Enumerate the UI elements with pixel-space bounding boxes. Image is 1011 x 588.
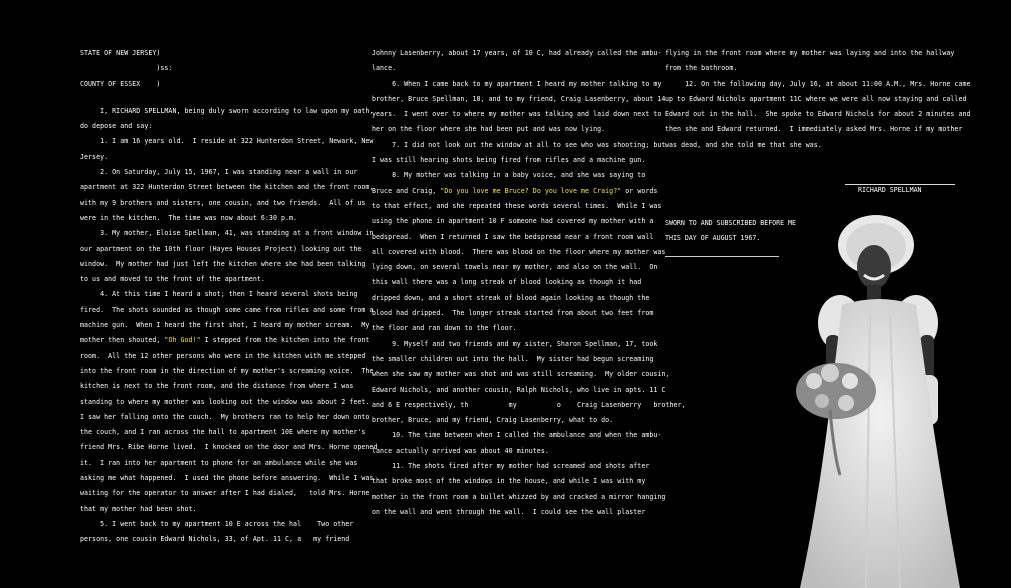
text-line: all covered with blood. There was blood on the floor where my mother was <box>372 247 666 256</box>
woman-in-white-dress-photo <box>770 205 970 588</box>
text-line: STATE OF NEW JERSEY) <box>80 49 161 57</box>
text-line: asking me what happened. I used the phone before answering. While I was <box>80 474 374 483</box>
text-line: 5. I went back to my apartment 10 E across the hal Two other <box>80 519 354 528</box>
text-line: lance actually arrived was about 40 minutes. <box>372 446 549 455</box>
text-line: 1. I am 16 years old. I reside at 322 Hunterdon Street, Newark, New <box>80 137 374 146</box>
text-line: window. My mother had just left the kitchen where she had been talking <box>80 259 366 268</box>
text-line: years. I went over to where my mother was talking and laid down next to <box>372 110 662 119</box>
text-line: mother then shouted, "Oh God!" I stepped from the kitchen into the front <box>80 336 370 345</box>
text-line: machine gun. When I heard the first shot, I heard my mother scream. My <box>80 321 370 330</box>
text-line: kitchen is next to the front room, and the distance from where I was <box>80 382 354 391</box>
text-line: was dead, and she told me that she was. <box>665 140 822 149</box>
text-line: 8. My mother was talking in a baby voice, and she was saying to <box>372 171 646 180</box>
text-line: and 6 E respectively, th my o Craig Lasenberry brother, <box>372 400 686 409</box>
text-line: that my mother had been shot. <box>80 504 197 513</box>
text-line: were in the kitchen. The time was now about 6:30 p.m. <box>80 213 298 222</box>
text-line: 9. Myself and two friends and my sister, Sharon Spellman, 17, took <box>372 339 658 348</box>
text-line: Bruce and Craig, "Do you love me Bruce? Do you love me Craig?" or words <box>372 186 658 195</box>
text-line: into the front room in the direction of my mother's screaming voice. The <box>80 366 374 375</box>
text-line: this wall there was a long streak of blood looking as though it had <box>372 278 642 287</box>
text-line: apartment at 322 Hunterdon Street between the kitchen and the front room, <box>80 183 374 192</box>
text-line: flying in the front room where my mother was laying and into the hallway <box>665 49 955 57</box>
affidavit-column-1 <box>80 46 378 588</box>
affidavit-column-2 <box>372 46 686 588</box>
text-line: then she and Edward returned. I immediately asked Mrs. Horne if my mother <box>665 125 963 134</box>
text-line: mother in the front room a bullet whizzed by and cracked a mirror hanging <box>372 492 666 501</box>
notary-signature-line <box>665 256 779 257</box>
text-line: COUNTY OF ESSEX ) <box>80 79 161 88</box>
text-line: to that effect, and she repeated these words several times. While I was <box>372 201 662 210</box>
text-line: waiting for the operator to answer after I had dialed, told Mrs. Horne <box>80 489 370 498</box>
text-line: bedspread. When I returned I saw the bedspread near a front room wall <box>372 232 654 241</box>
text-line: lance. <box>372 64 397 73</box>
text-line: with my 9 brothers and sisters, one cousin, and two friends. All of us <box>80 198 366 207</box>
text-line: on the wall and went through the wall. I could see the wall plaster <box>372 507 646 516</box>
notary-line-2: THIS DAY OF AUGUST 1967. <box>665 234 761 243</box>
text-line: I saw her falling onto the couch. My brothers ran to help her down onto <box>80 412 370 421</box>
text-line: blood had dripped. The longer streak started from about two feet from <box>372 309 654 318</box>
text-line: 6. When I came back to my apartment I heard my mother talking to my <box>372 79 662 88</box>
text-line: Johnny Lasenberry, about 17 years, of 10 C, had already called the ambu- <box>372 49 662 57</box>
text-line: Jersey. <box>80 152 109 161</box>
signature-name: RICHARD SPELLMAN <box>858 186 922 194</box>
text-line: it. I ran into her apartment to phone for an ambulance while she was <box>80 458 358 467</box>
text-line: 10. The time between when I called the ambulance and when the ambu- <box>372 431 662 440</box>
text-line: the smaller children out into the hall. My sister had begun screaming <box>372 354 654 363</box>
text-line: friend Mrs. Ribe Horne lived. I knocked on the door and Mrs. Horne opened <box>80 443 378 452</box>
text-line: lying down, on several towels near my mother, and also on the wall. On <box>372 263 658 272</box>
text-line: the floor and ran down to the floor. <box>372 324 517 333</box>
text-line: using the phone in apartment 10 F someone had covered my mother with a <box>372 217 654 226</box>
text-line: Edward out in the hall. She spoke to Edward Nichols for about 2 minutes and <box>665 110 971 119</box>
text-line: I, RICHARD SPELLMAN, being duly sworn according to law upon my oath, <box>80 106 374 115</box>
text-line: her on the floor where she had been put and was now lying. <box>372 125 606 134</box>
text-line: do depose and say: <box>80 122 153 131</box>
text-line: from the bathroom. <box>665 64 738 73</box>
text-line: room. All the 12 other persons who were in the kitchen with me stepped <box>80 351 366 360</box>
text-line: persons, one cousin Edward Nichols, 33, of Apt. 11 C, a my friend <box>80 535 350 544</box>
text-line <box>80 92 362 104</box>
text-line: when she saw my mother was shot and was still screaming. My older cousin, <box>372 370 670 379</box>
text-line: brother, Bruce, and my friend, Craig Lasenberry, what to do. <box>372 416 614 425</box>
text-line: the couch, and I ran across the hall to apartment 10E where my mother's <box>80 428 366 437</box>
text-line: 7. I did not look out the window at all to see who was shooting; but <box>372 140 666 149</box>
text-line: 4. At this time I heard a shot; then I heard several shots being <box>80 290 358 299</box>
text-line: to us and moved to the front of the apartment. <box>80 275 265 284</box>
text-line: 11. The shots fired after my mother had screamed and shots after <box>372 462 650 471</box>
text-line: 3. My mother, Eloise Spellman, 41, was standing at a front window in <box>80 229 374 238</box>
text-line: fired. The shots sounded as though some came from rifles and some from a <box>80 305 374 314</box>
text-line: )ss: <box>80 64 173 73</box>
text-line: our apartment on the 10th floor (Hayes Houses Project) looking out the <box>80 244 362 253</box>
text-line: 12. On the following day, July 16, at about 11:00 A.M., Mrs. Horne came <box>665 79 971 88</box>
signature-line <box>845 184 955 185</box>
text-line: 2. On Saturday, July 15, 1967, I was standing near a wall in our <box>80 168 358 177</box>
text-line: brother, Bruce Spellman, 18, and to my friend, Craig Lasenberry, about 14 <box>372 94 666 103</box>
text-line: Edward Nichols, and another cousin, Ralph Nichols, who live in apts. 11 C <box>372 385 666 394</box>
text-line: dripped down, and a short streak of blood again looking as though the <box>372 293 650 302</box>
text-line: standing to where my mother was looking out the window was about 2 feet. <box>80 397 370 406</box>
notary-line-1: SWORN TO AND SUBSCRIBED BEFORE ME <box>665 219 797 227</box>
text-line: I was still hearing shots being fired from rifles and a machine gun. <box>372 156 646 165</box>
text-line: up to Edward Nichols apartment 11C where we were all now staying and called <box>665 94 967 103</box>
text-line: that broke most of the windows in the house, and while I was with my <box>372 477 646 486</box>
